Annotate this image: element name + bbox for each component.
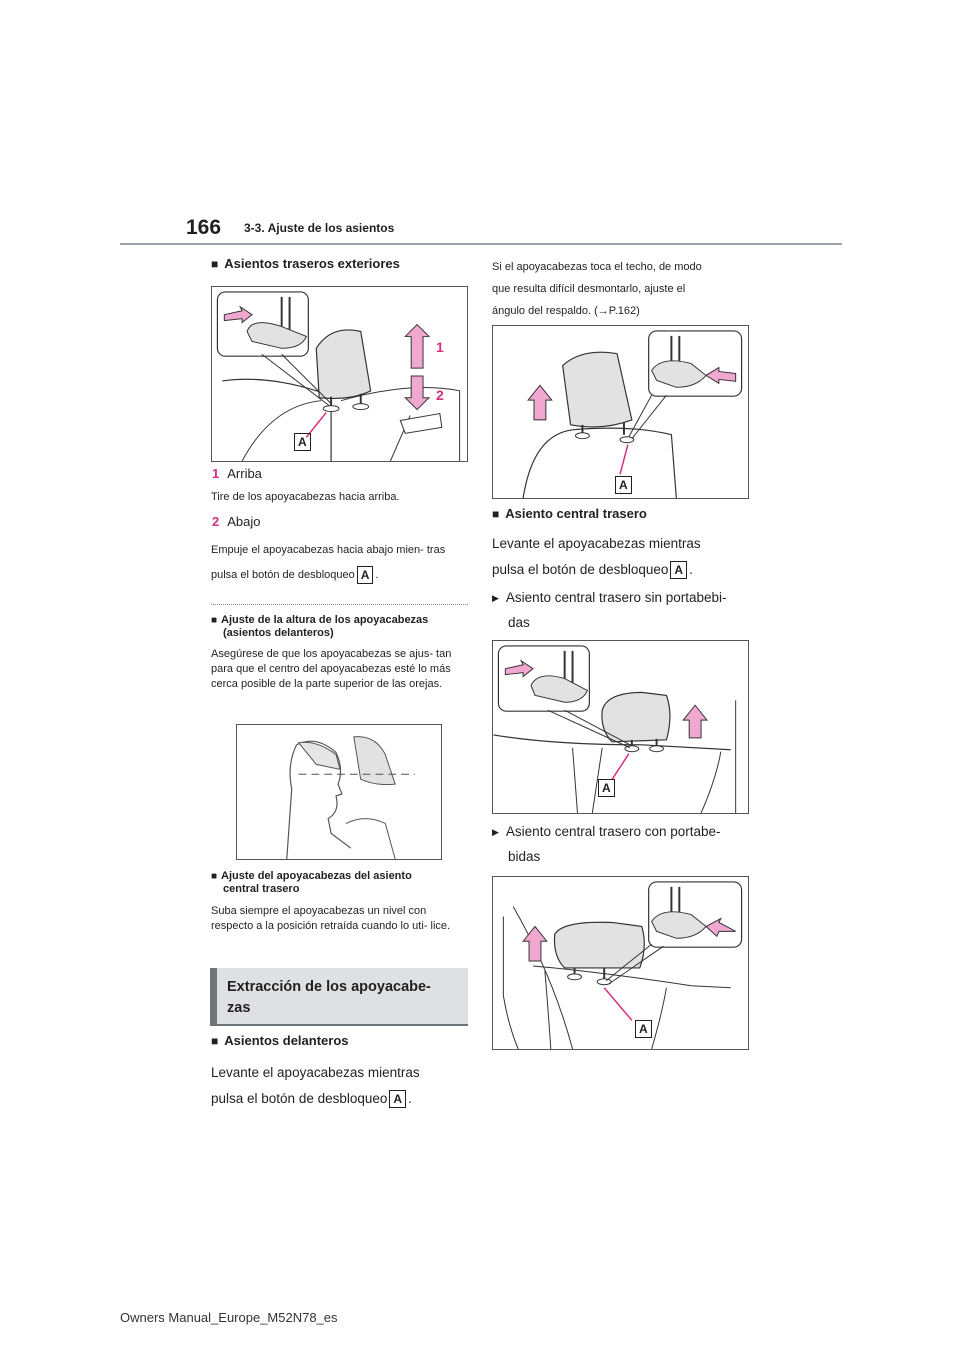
center-text-line2-body: pulsa el botón de desbloqueo [492, 562, 669, 577]
center-rear-heading: ■ Asiento central trasero [492, 506, 647, 521]
step-2-number: 2 [212, 514, 220, 529]
step-2-text-body: Empuje el apoyacabezas hacia abajo mien- tras pulsa el botón de desbloqueo [211, 544, 446, 581]
removal-banner [210, 968, 468, 1024]
front-period: . [408, 1091, 412, 1106]
center-release-tag: A [670, 561, 687, 579]
bullet-with-child-seat-line1: ▶ Asiento central trasero con portabe- [492, 818, 721, 846]
front-text-line1: Levante el apoyacabezas mientras [211, 1065, 420, 1080]
height-adjust-heading [211, 614, 468, 640]
center-adjust-heading [211, 870, 468, 896]
banner-line2: zas [227, 1000, 251, 1016]
front-release-tag: A [389, 1090, 406, 1108]
figure-center-with-child-seat [492, 876, 749, 1050]
center-text-line2 [492, 556, 693, 583]
center-period: . [689, 562, 693, 577]
page-number: 166 [186, 216, 222, 239]
bullet-without-child-seat-line2: das [508, 615, 530, 630]
figure-headrest-height [236, 724, 442, 860]
intro-line2: que resulta difícil desmontarlo, ajuste el [492, 283, 686, 295]
step-1-number: 1 [212, 466, 220, 481]
separator [211, 604, 468, 606]
figure-front-label-a: A [615, 476, 632, 494]
step-2-text [211, 538, 468, 588]
header-rule [120, 243, 842, 245]
step-1-text: Tire de los apoyacabezas hacia arriba. [211, 491, 400, 503]
step-2 [212, 514, 260, 529]
figure-center-no-child-seat [492, 640, 749, 814]
center-adjust-heading-line2: central trasero [223, 883, 300, 895]
bullet-with-child-seat-line2: bidas [508, 849, 541, 864]
step-2-period: . [375, 569, 379, 581]
section-title: 3-3. Ajuste de los asientos [244, 221, 395, 235]
intro-text [492, 256, 702, 322]
outer-rear-heading: ■ Asientos traseros exteriores [211, 256, 400, 271]
figure-center-child-label-a: A [635, 1020, 652, 1038]
bullet-without-child-seat-line1: ▶ Asiento central trasero sin portabebi- [492, 584, 727, 612]
banner-line1: Extracción de los apoyacabe- [227, 979, 431, 995]
figure-label-a: A [294, 433, 311, 451]
center-text-line1: Levante el apoyacabezas mientras [492, 536, 701, 551]
release-button-tag: A [357, 566, 374, 584]
step-2-label: Abajo [227, 514, 261, 529]
figure-center-label-a: A [598, 779, 615, 797]
center-adjust-heading-line1: Ajuste del apoyacabezas del asiento [221, 870, 412, 882]
figure-label-1: 1 [436, 339, 444, 355]
intro-line3: ángulo del respaldo. (→P.162) [492, 305, 640, 317]
figure-front-headrest [492, 325, 749, 499]
step-1 [212, 466, 262, 481]
front-seats-heading: ■ Asientos delanteros [211, 1033, 349, 1048]
front-text-line2 [211, 1085, 412, 1112]
banner-underline [210, 1024, 468, 1026]
figure-label-2: 2 [436, 387, 444, 403]
footer-text: Owners Manual_Europe_M52N78_es [120, 1310, 338, 1325]
figure-outer-rear-headrest [211, 286, 468, 462]
step-1-label: Arriba [227, 466, 262, 481]
center-adjust-text: Suba siempre el apoyacabezas un nivel con respecto a la posición retraída cuando lo uti- lice. [211, 905, 451, 932]
height-adjust-heading-line1: Ajuste de la altura de los apoyacabezas [221, 614, 429, 626]
height-adjust-heading-line2: (asientos delanteros) [223, 627, 334, 639]
intro-line1: Si el apoyacabezas toca el techo, de modo [492, 261, 702, 273]
height-adjust-text: Asegúrese de que los apoyacabezas se ajus- tan para que el centro del apoyacabezas esté lo más cerca posible de la parte superior de las orejas. [211, 648, 452, 690]
front-text-line2-body: pulsa el botón de desbloqueo [211, 1091, 388, 1106]
